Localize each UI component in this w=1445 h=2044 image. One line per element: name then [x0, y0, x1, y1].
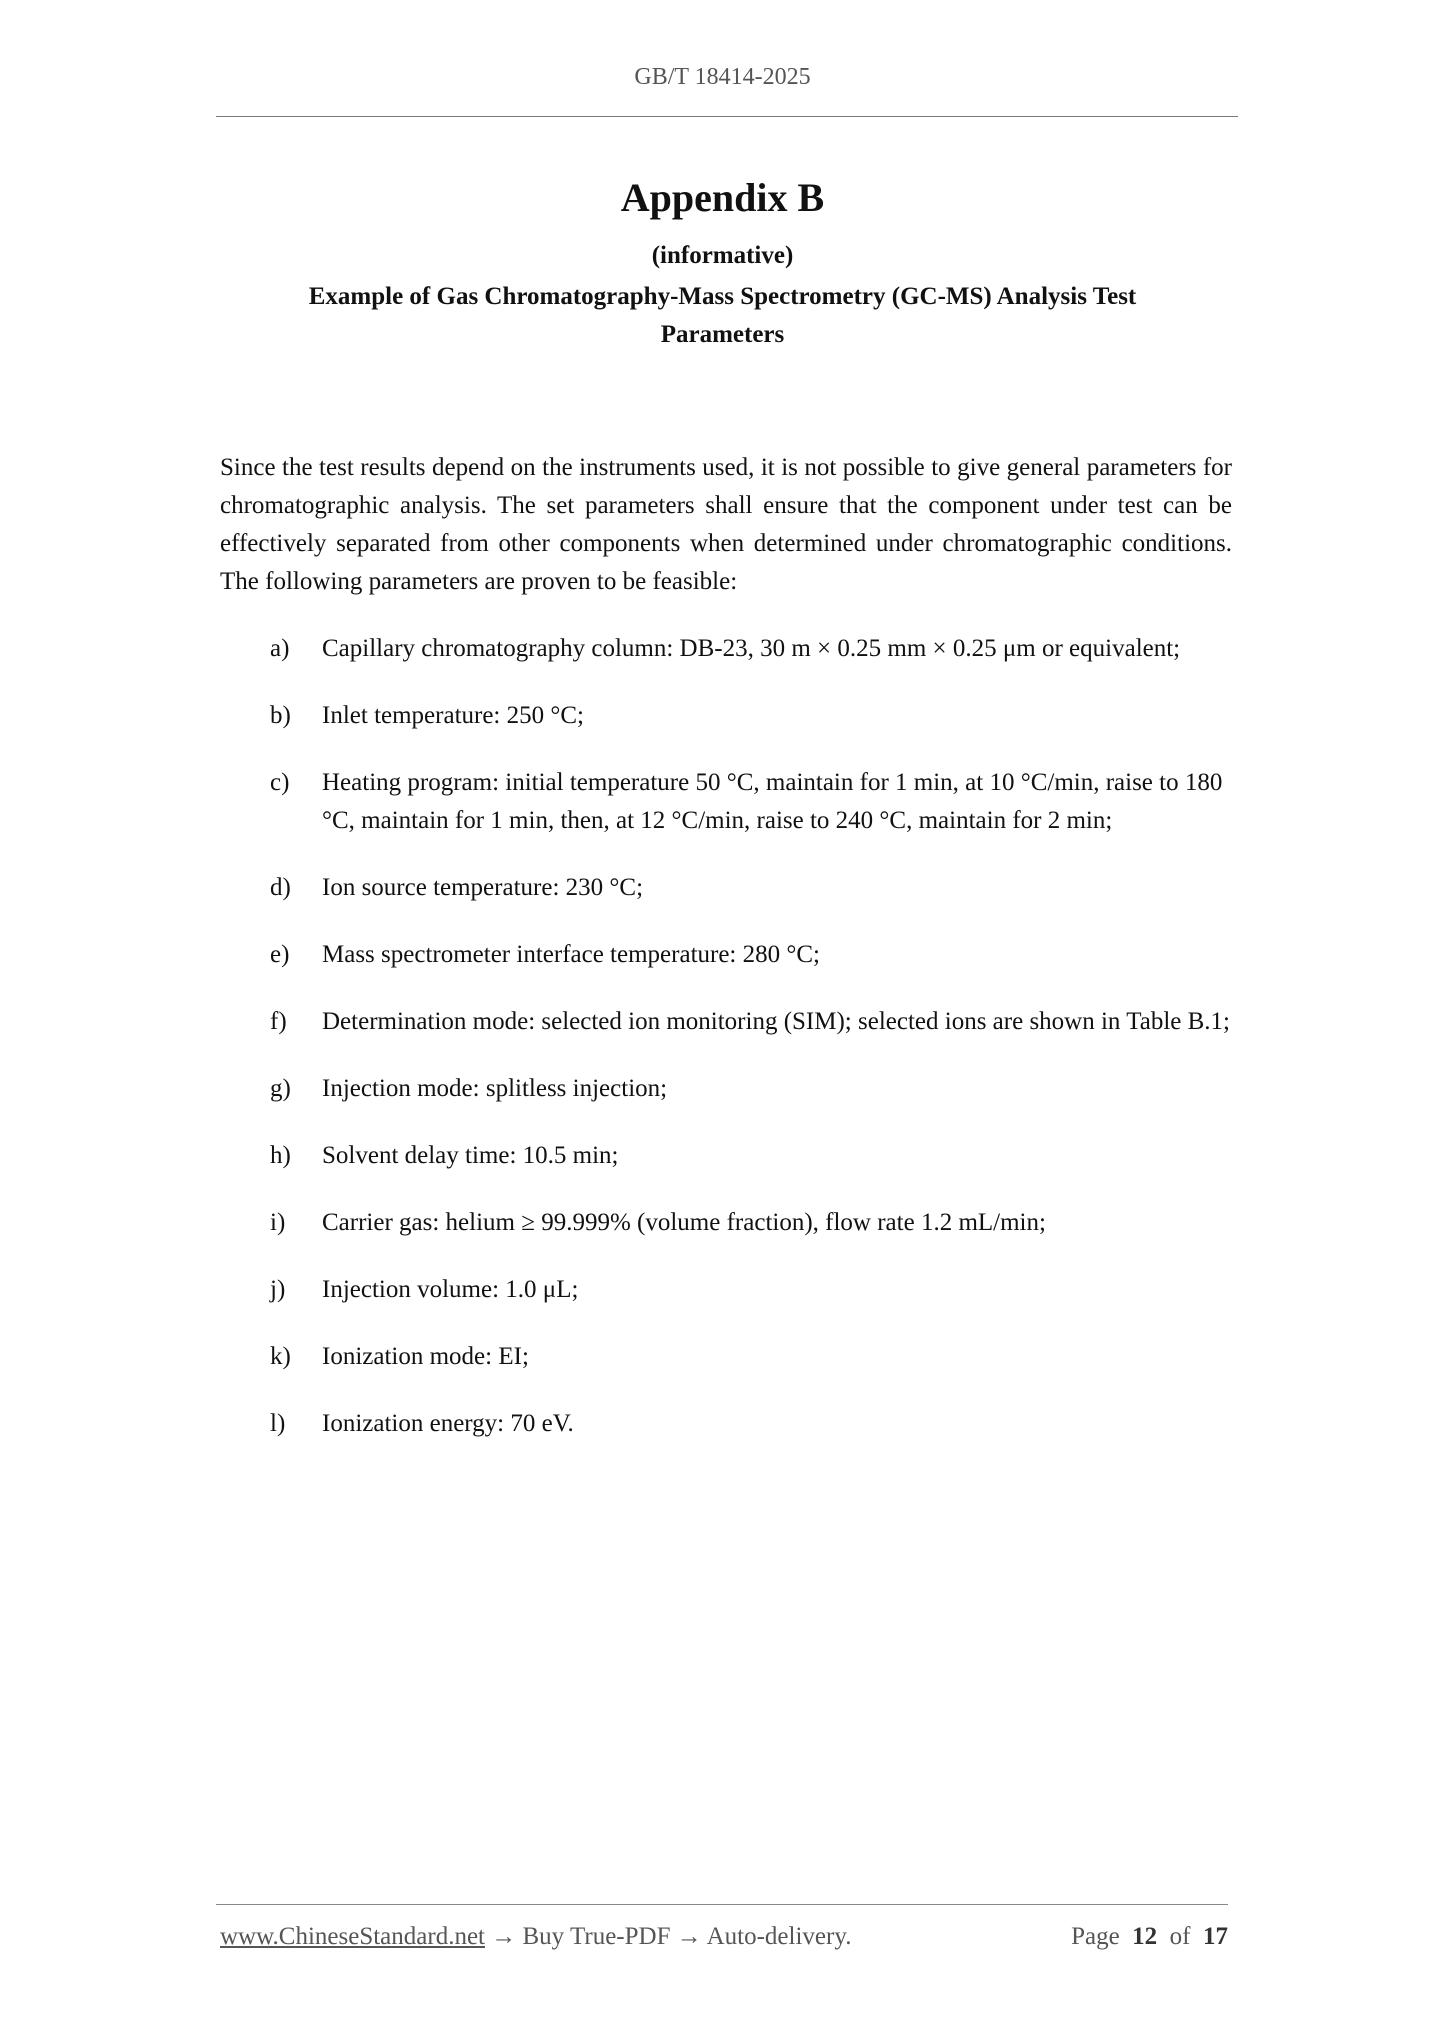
current-page: 12 — [1132, 1923, 1158, 1950]
parameter-text: Ionization mode: EI; — [322, 1343, 529, 1370]
page-label: Page — [1071, 1923, 1120, 1950]
document-code-header: GB/T 18414-2025 — [634, 64, 811, 90]
appendix-title: Appendix B — [620, 175, 825, 220]
parameter-item — [270, 869, 1232, 907]
parameter-marker: a) — [270, 635, 290, 662]
header-divider — [216, 116, 1238, 117]
parameter-text: Determination mode: selected ion monitoring (SIM); selected ions are shown in Table B.1; — [322, 1008, 1231, 1035]
parameter-list — [270, 630, 1232, 1472]
parameter-text: Ionization energy: 70 eV. — [322, 1410, 574, 1437]
parameter-marker: b) — [270, 702, 291, 729]
parameter-item — [270, 764, 1232, 840]
parameter-item — [270, 1338, 1232, 1376]
parameter-marker: g) — [270, 1075, 291, 1102]
parameter-item — [270, 1137, 1232, 1175]
parameter-item — [270, 697, 1232, 735]
parameter-text: Ion source temperature: 230 °C; — [322, 874, 644, 901]
parameter-text: Injection mode: splitless injection; — [322, 1075, 668, 1102]
parameter-marker: f) — [270, 1008, 287, 1035]
footer-divider — [216, 1904, 1228, 1905]
total-pages: 17 — [1203, 1923, 1228, 1950]
parameter-text: Mass spectrometer interface temperature: 280 °C; — [322, 941, 820, 968]
appendix-heading: Example of Gas Chromatography-Mass Spectrometry (GC-MS) Analysis Test Parameters — [308, 283, 1137, 348]
parameter-item — [270, 630, 1232, 668]
parameter-marker: j) — [270, 1276, 286, 1303]
parameter-item — [270, 1070, 1232, 1108]
parameter-text: Inlet temperature: 250 °C; — [322, 702, 584, 729]
parameter-item — [270, 1405, 1232, 1443]
parameter-item — [270, 936, 1232, 974]
parameter-item — [270, 1204, 1232, 1242]
of-label: of — [1169, 1923, 1191, 1950]
parameter-item — [270, 1003, 1232, 1041]
parameter-marker: c) — [270, 769, 290, 796]
page-number — [1071, 1923, 1228, 1951]
parameter-text: Carrier gas: helium ≥ 99.999% (volume fraction), flow rate 1.2 mL/min; — [322, 1209, 1046, 1236]
parameter-marker: d) — [270, 874, 291, 901]
parameter-text: Heating program: initial temperature 50 °C, maintain for 1 min, at 10 °C/min, raise to 180 °C, maintain for 1 min, then, at 12 °C/min, raise to 240 °C, maintain for 2 min; — [322, 769, 1223, 834]
parameter-marker: h) — [270, 1142, 291, 1169]
intro-paragraph: Since the test results depend on the instruments used, it is not possible to give general parameters for chromatographic analysis. The set parameters shall ensure that the component under test can be effectively separated from other components when determined under chromatographic conditions. The following parameters are proven to be feasible: — [220, 454, 1232, 595]
parameter-marker: l) — [270, 1410, 286, 1437]
footer-promo — [220, 1923, 851, 1951]
parameter-marker: e) — [270, 941, 290, 968]
parameter-text: Solvent delay time: 10.5 min; — [322, 1142, 619, 1169]
parameter-marker: i) — [270, 1209, 286, 1236]
footer-promo-text: → Buy True-PDF → Auto-delivery. — [485, 1923, 852, 1950]
parameter-text: Injection volume: 1.0 μL; — [322, 1276, 579, 1303]
parameter-item — [270, 1271, 1232, 1309]
website-link[interactable]: www.ChineseStandard.net — [220, 1923, 485, 1950]
parameter-text: Capillary chromatography column: DB-23, 30 m × 0.25 mm × 0.25 μm or equivalent; — [322, 635, 1181, 662]
parameter-marker: k) — [270, 1343, 291, 1370]
appendix-subtitle: (informative) — [651, 242, 794, 269]
